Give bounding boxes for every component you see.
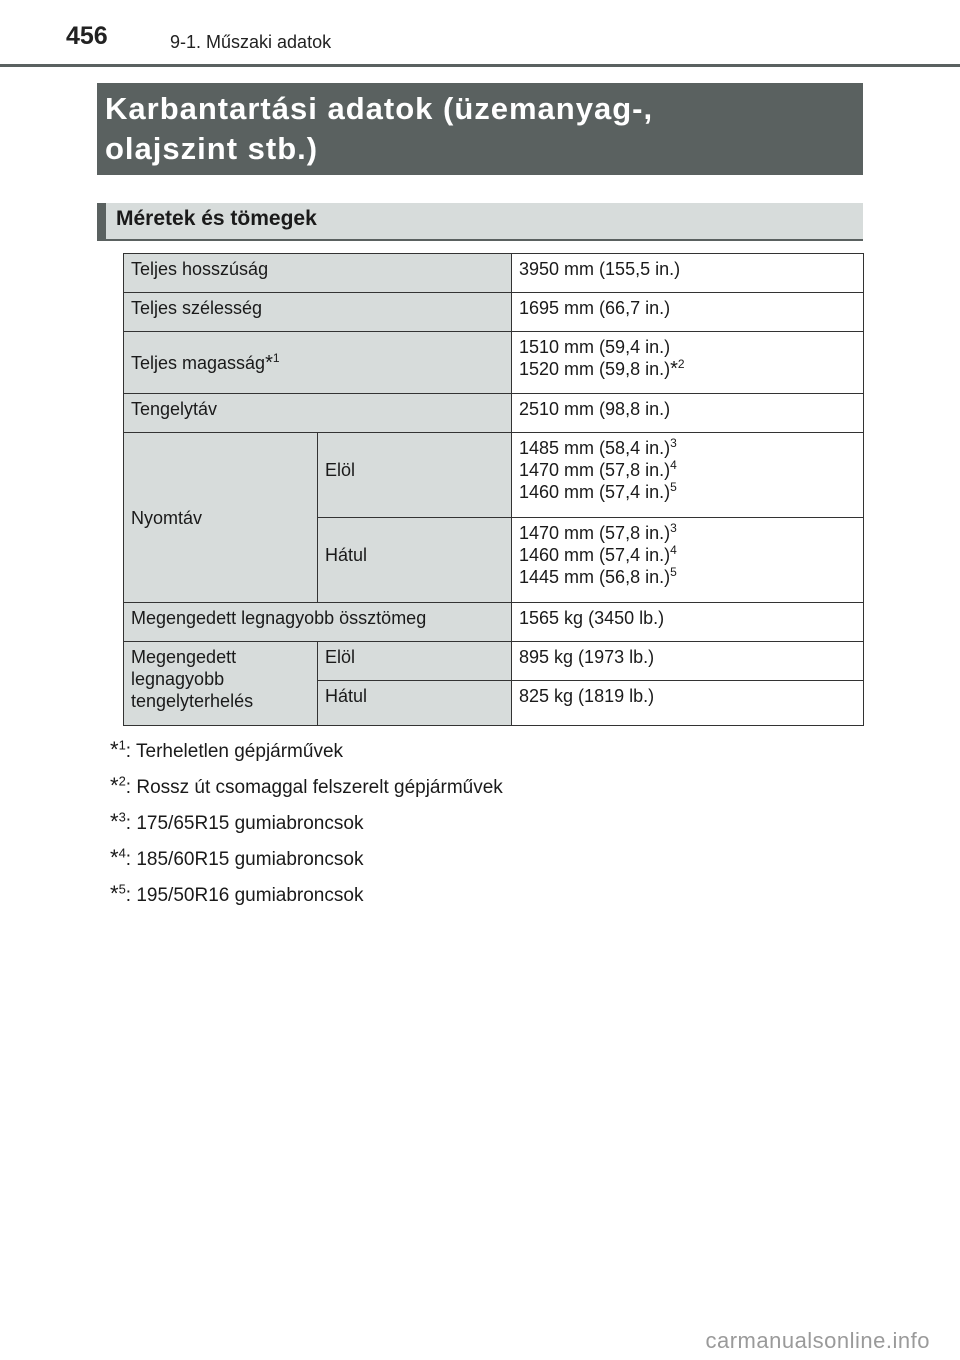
height-value-2 xyxy=(519,358,856,380)
footnote-ref: 3 xyxy=(670,521,677,535)
footnote-number: 2 xyxy=(118,773,126,789)
value-line xyxy=(519,437,856,459)
row-value: 3950 mm (155,5 in.) xyxy=(512,254,864,293)
table-row xyxy=(124,603,864,642)
footnote-ref: 1 xyxy=(272,350,280,365)
value-line xyxy=(519,481,856,503)
row-label xyxy=(124,332,512,394)
tread-label: Nyomtáv xyxy=(124,433,318,603)
row-label: Megengedett legnagyobb össztömeg xyxy=(124,603,512,642)
footnote xyxy=(110,804,503,840)
footnote-ref: 5 xyxy=(670,480,677,494)
footnote xyxy=(110,840,503,876)
footnote-number: 4 xyxy=(118,845,126,861)
axle-front-label: Elöl xyxy=(318,642,512,681)
row-value: 1695 mm (66,7 in.) xyxy=(512,293,864,332)
axle-label-line: tengelyterhelés xyxy=(131,691,254,711)
value-line xyxy=(519,459,856,481)
footnote xyxy=(110,768,503,804)
tread-rear-label: Hátul xyxy=(318,518,512,603)
row-value: 2510 mm (98,8 in.) xyxy=(512,394,864,433)
footnote xyxy=(110,732,503,768)
value-line xyxy=(519,522,856,544)
dimensions-table xyxy=(123,253,864,726)
height-value-2-text: 1520 mm (59,8 in.) xyxy=(519,359,671,379)
subsection-heading: Méretek és tömegek xyxy=(97,203,863,241)
footnotes xyxy=(110,732,503,912)
axle-rear-label: Hátul xyxy=(318,681,512,726)
value-text: 1460 mm (57,4 in.) xyxy=(519,545,671,565)
value-text: 1460 mm (57,4 in.) xyxy=(519,482,671,502)
section-title xyxy=(97,83,863,175)
value-line xyxy=(519,544,856,566)
value-line xyxy=(519,566,856,588)
row-label: Teljes hosszúság xyxy=(124,254,512,293)
tread-front-values xyxy=(512,433,864,518)
footnote-marker: * xyxy=(670,358,678,380)
footnote-text: : Rossz út csomaggal felszerelt gépjárművek xyxy=(125,777,503,798)
footnote-marker: * xyxy=(110,881,119,906)
footnote-text: : 185/60R15 gumiabroncsok xyxy=(125,849,364,870)
value-text: 1470 mm (57,8 in.) xyxy=(519,523,671,543)
height-label-text: Teljes magasság xyxy=(131,352,266,373)
tread-rear-values xyxy=(512,518,864,603)
footnote-number: 5 xyxy=(118,881,126,897)
table-row xyxy=(124,332,864,394)
axle-label-line: Megengedett xyxy=(131,647,237,667)
footnote-ref: 4 xyxy=(670,458,677,472)
table-row xyxy=(124,642,864,681)
footnote-marker: * xyxy=(110,845,119,870)
header-rule xyxy=(0,64,960,67)
table-row xyxy=(124,254,864,293)
row-label: Teljes szélesség xyxy=(124,293,512,332)
footnote-marker: * xyxy=(265,351,273,374)
footnote-ref: 5 xyxy=(670,565,677,579)
running-header: 9-1. Műszaki adatok xyxy=(170,32,332,52)
row-value xyxy=(512,332,864,394)
footnote-number: 3 xyxy=(118,809,126,825)
watermark: carmanualsonline.info xyxy=(705,1328,930,1353)
section-title-line-1: Karbantartási adatok (üzemanyag-, xyxy=(105,91,654,126)
axle-load-label xyxy=(124,642,318,726)
table-row xyxy=(124,293,864,332)
footnote-text: : 195/50R16 gumiabroncsok xyxy=(125,885,364,906)
tread-front-label: Elöl xyxy=(318,433,512,518)
footnote-ref: 2 xyxy=(677,357,685,371)
value-text: 1445 mm (56,8 in.) xyxy=(519,567,671,587)
row-label: Tengelytáv xyxy=(124,394,512,433)
row-value: 1565 kg (3450 lb.) xyxy=(512,603,864,642)
axle-rear-value: 825 kg (1819 lb.) xyxy=(512,681,864,726)
footnote xyxy=(110,876,503,912)
footnote-text: : 175/65R15 gumiabroncsok xyxy=(125,813,364,834)
footnote-ref: 3 xyxy=(670,436,677,450)
axle-label-line: legnagyobb xyxy=(131,669,225,689)
footnote-ref: 4 xyxy=(670,543,677,557)
table-row xyxy=(124,433,864,518)
value-text: 1485 mm (58,4 in.) xyxy=(519,438,671,458)
axle-front-value: 895 kg (1973 lb.) xyxy=(512,642,864,681)
table-row xyxy=(124,394,864,433)
footnote-text: : Terheletlen gépjárművek xyxy=(125,741,344,762)
value-text: 1470 mm (57,8 in.) xyxy=(519,460,671,480)
footnote-marker: * xyxy=(110,809,119,834)
footnote-marker: * xyxy=(110,773,119,798)
section-title-line-2: olajszint stb.) xyxy=(105,131,319,166)
height-value-1: 1510 mm (59,4 in.) xyxy=(519,337,671,357)
page-number: 456 xyxy=(66,22,108,50)
footnote-number: 1 xyxy=(118,737,126,753)
footnote-marker: * xyxy=(110,737,119,762)
